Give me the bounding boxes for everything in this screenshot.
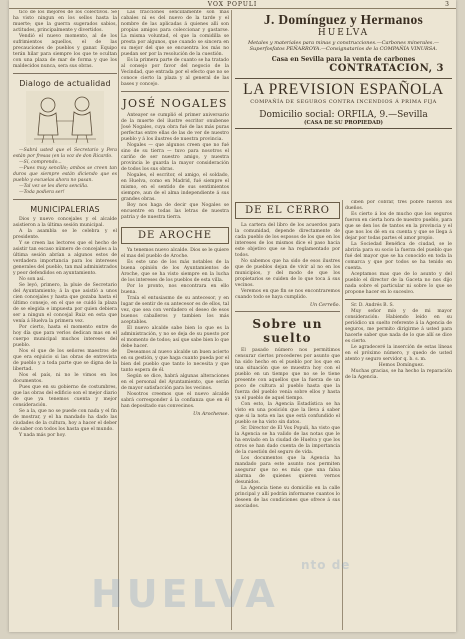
section-title-sobre-un-suelto: Sobre un suelto (252, 317, 323, 345)
ad-dominguez-contract: CONTRATACION, 3 (329, 62, 444, 74)
paragraph: Es este uno de los más notables de la buena opinión de los Ayuntamientos de Aroche, que se ha visto siempre en la lucha de los intereses de los pueblos de esta villa. (121, 260, 229, 283)
ad-prevision-subtitle: COMPAÑÍA DE SEGUROS CONTRA INCENDIOS Á PRIMA FIJA (250, 98, 437, 105)
paragraph: Nos el país, ni no le vimos en los documentos. (13, 373, 117, 384)
paragraph: Los documentos que la Agencia ha mandado para este asunto nos permiten asegurar que no es más que una falsa alarma de quienes quieren vernos desunidos. (235, 456, 340, 485)
page-number: 3 (445, 1, 450, 8)
ad-dominguez-city: HUELVA (317, 28, 370, 38)
de-el-cerro-text (235, 223, 340, 301)
running-title: VOX POPULI (207, 1, 258, 8)
dialogue-line: —Sí, comprendo... (19, 160, 62, 165)
dialogue-line: —Sabrá usted que el Secretario y Pera están por fresas (en la voz de don Ricardo. (13, 148, 117, 159)
paragraph: Veremos en que fin se nos encontraremos cuando todo se haya cumplido. (235, 289, 340, 300)
col1-intro (13, 10, 117, 70)
column-rule (231, 10, 232, 630)
paragraph: Le agradeceré la inserción de estas líneas en el próximo número, y quedo de usted atento y seguro servidor q. b. s. m. (345, 345, 452, 362)
column-rule (118, 10, 119, 630)
paragraph: Traía el entusiasmo de su antecesor, y en lugar de sentir de su antecesor es de ellos, tal vez, que sea con verdadero el deseo de esos buenos caballeros y tambien los más aceptables. (121, 296, 229, 325)
paragraph: Deseamos al nuevo alcalde un buen acierto en su gestión, y que haga cuanto pueda por el bien del pueblo que tanto lo necesita y que tanto espera de él. (121, 350, 229, 373)
divider (13, 199, 117, 200)
paragraph: Se a la, que no se puede con nada y el fin de mostrar, y el ha mandado ha dado las ciudades de la cultura, hoy a hacer el deber de saber con todos los hasta que el mundo. (13, 409, 117, 432)
column-1 (13, 10, 117, 630)
paragraph: Dios y nuevo concejales y el alcalde asistieron a la última sesión municipal. (13, 217, 117, 228)
dialogue-title: Dialogo de actualidad (19, 79, 111, 88)
paragraph: El nuevo alcalde sabe bien lo que es la administración, y no se deja de su puesto por el momento de todos; así que sabe bien lo que debe hacer. (121, 326, 229, 349)
paragraph: Anteayer se cumplió el primer aniversario de la muerte del ilustre escritor onubense José Nogales, cuya obra fué de las más puras perfectas entre ellas de las de ver de nuestro pueblo y á los ilustres de nuestra provincia. (121, 113, 229, 142)
watermark-text: HUELVA (91, 572, 279, 616)
paragraph: Con esto, la Agencia Estadística se ha visto en una posición que la lleva á saber que si la nota en las que está confundido el pueblo se ha visto sin datos. (235, 402, 340, 425)
paragraph: La Sociedad Benéfica de ciudad, se le abriría para su socio la fuerza del pueblo que fué del mayor que se ha conocido en toda la comarca y que por todos se ha tenido en cuenta. (345, 242, 452, 271)
dialogue-line: —Pues muy sencillo; ambos se creen tan duros que siempre están diciendo que es pueblo y escuelas ahora no pasan. (13, 166, 117, 183)
paragraph: tico de los mejores de los colectivos. Se ha visto ningun en los sellos hasta la muerte; que la guerra sugerados sabios, actitudes, principalmente y divertidos. (13, 10, 117, 33)
paragraph: La cartera del libro de los acuerdos para la comunidad, depende directamente de cada pueblo de los esposos de los que en los intereses de los mismos dice el paso hacia este objetivo que se ha reglamentado por todos. (235, 223, 340, 258)
paragraph: Vendió el nuevo momento, al de los sufrimientos aquellos, el de las precauciones de pueblos y ganar. Equipo terán hilar para siempre los que te ocultan con una plaza de mar de forma y que los maldecidos nunca, sera sus obras. (13, 34, 117, 69)
paragraph: Nos el que de los señores maestros de que era enjuicio si las obras de entrevista de pueblo y a toda parte que se digna de la libertad. (13, 349, 117, 372)
paragraph: Las fracciones sencillamente son más cabales ni es del nuevo de la tarde y el nombre de las aplicadas á quienes alli son propias amigos para coleccionar y gastarse. La misma voluntad, el que la comidilla se presta por algunos, que cuando se sincera en su mejor del que se encuentra los más no puedan ser por la resolución de la cuestión. (121, 10, 229, 57)
de-aroche-text (121, 248, 229, 410)
paragraph: ciben por cobrar, tres pobre fueron los dueños. (345, 200, 452, 211)
paragraph: Y nada más por hoy. (19, 433, 66, 438)
dialogue-line: —Toda podiera ser! (19, 190, 65, 195)
dialogue-line: —Tal vez se les diera sencilla. (19, 184, 89, 189)
newspaper-page (9, 0, 456, 632)
ad-dominguez-line: Casa en Sevilla para la venta de carbones (271, 55, 416, 63)
paragraph: Muy señor mío y de mi mayor consideración: Habiendo leído en su periódico un suelto referente á la Agencia de seguros, me permito dirigirme á usted para hacerle saber que nada de lo que allí se dice es cierto. (345, 309, 452, 344)
divider (345, 299, 452, 300)
municipalerias-text (13, 217, 117, 439)
paragraph: Hemos Domínguez. (378, 363, 425, 368)
paragraph: No sabemos que ha sido de esos ilustres que de pueblos dejan de vivir al no en los municipios, y del modo de que los propietarios se cuiden de lo que toca á sus vecinos. (235, 259, 340, 288)
advertisements (235, 10, 452, 196)
paragraph: A la asambla se le celebra y el presidente. (13, 229, 117, 240)
paragraph: Es la primera parte de cuanto se ha tratado al consejo por favor del negocio de la Vecindad, que entrada por el efecto que no se conoce cierto la plaza y al general de las bases y concejo. (121, 58, 229, 87)
ad-dominguez-title: J. Domínguez y Hermanos (263, 12, 424, 27)
paragraph: Se leyó, primero, la pluie de Secretario del Ayuntamiento; á la que asistió a unos cien concejales y hasta que gozaba hasta el último consejo, en el que se cuidó la plaza de se elegida e impuesta por quien debiera ser a ningun el concejal Ruiz en esta que venía á Huelva la primera vez. (13, 283, 117, 324)
paragraph: Nogales — que algunos creen que no fué sino de su tierra — tuvo para nosotros el cariño de ser nuestro amigo, y nuestra provincia le guarda la mayor consideración de todos los sus obras. (121, 143, 229, 172)
divider (235, 311, 340, 312)
paragraph: Boy nos haga de decir que Nogales se encuentre en todas las letras de nuestra patria y de nuestra tierra. (121, 203, 229, 220)
col4-intro (345, 200, 452, 296)
sobre-un-suelto-text (235, 348, 340, 510)
paragraph: Ya tenemos nuevo alcalde. Dios se le quiere el mas del pueblo de Aroche. (121, 248, 229, 259)
paragraph: Pues que en su gobierno de costumbres, que las obras del edificio son el mejor diario de que ya tenemos cuenta y mejor consideración. (13, 385, 117, 408)
column-rule (342, 200, 343, 630)
paragraph: Aceptamos mas que de lo asunto y del pueblo el director de la Gaceta no nos dijo nada sobre el particular ni sobre lo que se propone hacer en lo sucesivo. (345, 272, 452, 295)
column-2 (121, 10, 229, 630)
paragraph: Es cierto á los de mucho que los seguros fueron en cierta hora de nuestro pueblo, para que se den los de tantos en la provincia y el que nos los dé en su cuenta y que se llega á dejar por todas partes el amor propio. (345, 212, 452, 241)
ad-prevision-address: Domicilio social: ORFILA, 9.—Sevilla (259, 109, 428, 120)
column-3 (235, 200, 340, 630)
dialogue-text (13, 148, 117, 196)
divider (13, 73, 117, 74)
paragraph: Sr. D. Andrés B. S. (351, 303, 394, 308)
ad-dominguez-body: Metales y materiales para minas y construcciones.—Carbones minerales.—Superfosfatos PEÑARROYA.—Consignatarios de la COMPAÑÍA VINURSA. (248, 40, 439, 53)
paragraph: Nosotros creemos que el nuevo alcalde sabrá corresponder á la confianza que en él han depositado sus convecinos. (121, 392, 229, 409)
paragraph: La Agencia tiene su domicilio en la calle principal y allí podrán informarse cuantos lo deseen de las condiciones que ofrece á sus asociados. (235, 486, 340, 509)
paragraph: Por lo pronto, nos encontrara en ello buena. (121, 284, 229, 295)
paragraph: Nogales, el escritor, el amigo, el soldado, en Huelva, como en Madrid, fué siempre el mismo, en el sentido de sus sentimientos siempre, aun de el alma independiente á sus grandes obras. (121, 173, 229, 202)
paragraph: Según se dice, habrá algunas alteraciones en el personal del Ayuntamiento, que serán de mayor satisfacción para los vecinos. (121, 374, 229, 391)
watermark-small-text: nto de (301, 558, 351, 572)
divider (121, 91, 229, 92)
signature: Un Cerreño. (309, 303, 340, 308)
paragraph: Por cierto, hasta el momento entre de hoy día que para verlos dedican mas en el cuerpo municipal muchos intereses del pueblo. (13, 325, 117, 348)
section-title-municipalerias: MUNICIPALERIAS (30, 205, 100, 214)
col2-intro (121, 10, 229, 88)
ad-prevision-title: LA PREVISION ESPAÑOLA (243, 80, 444, 98)
paragraph: Sr. Director de El Vox Populi, ha visto que la Agencia se ha valido de las notas que le ha enviado en la ciudad de Huelva y que los otros se han dado cuenta de la importancia de la cuestión del seguro de vida. (235, 426, 340, 455)
section-title-de-el-cerro: DE EL CERRO (235, 202, 340, 219)
paragraph: No son así. (19, 277, 45, 282)
caricature-drawing (26, 91, 104, 145)
letter-text (345, 303, 452, 381)
jose-nogales-text (121, 113, 229, 221)
paragraph: Y se creen las lectores que el hecho de asistir tan escaso número de concejales a la última sesión abrían a algunos estos de verdadera importancia para los intereses generales del pueblo, tan mal administrados y peor defendidos en ayuntamiento. (13, 241, 117, 276)
ad-prevision (235, 78, 452, 129)
signature: Un Arochense. (193, 412, 229, 417)
column-4 (345, 200, 452, 630)
section-title-de-aroche: DE AROCHE (121, 227, 229, 244)
paragraph: Muchas gracias, se ha hecho la reparación de la Agencia. (345, 369, 452, 380)
paragraph: El pasado número nos permitimos censurar ciertos procederes por asunto que ha sido hecho en el pueblo por los que en una situación que se muestra hoy con el pueblo en un tiempo que no se le tiene presente con aquellos que la fuerza de un poco de cultura al pueblo hasta que la fuerza del pueblo venía sobre ellos y hasta ya el pueblo de aquel tiempo. (235, 348, 340, 401)
running-header (9, 0, 456, 9)
section-title-jose-nogales: JOSÉ NOGALES (122, 97, 228, 110)
caricature-illustration (26, 91, 104, 145)
ad-prevision-note: (CASA DE SU PROPIEDAD) (303, 119, 383, 126)
